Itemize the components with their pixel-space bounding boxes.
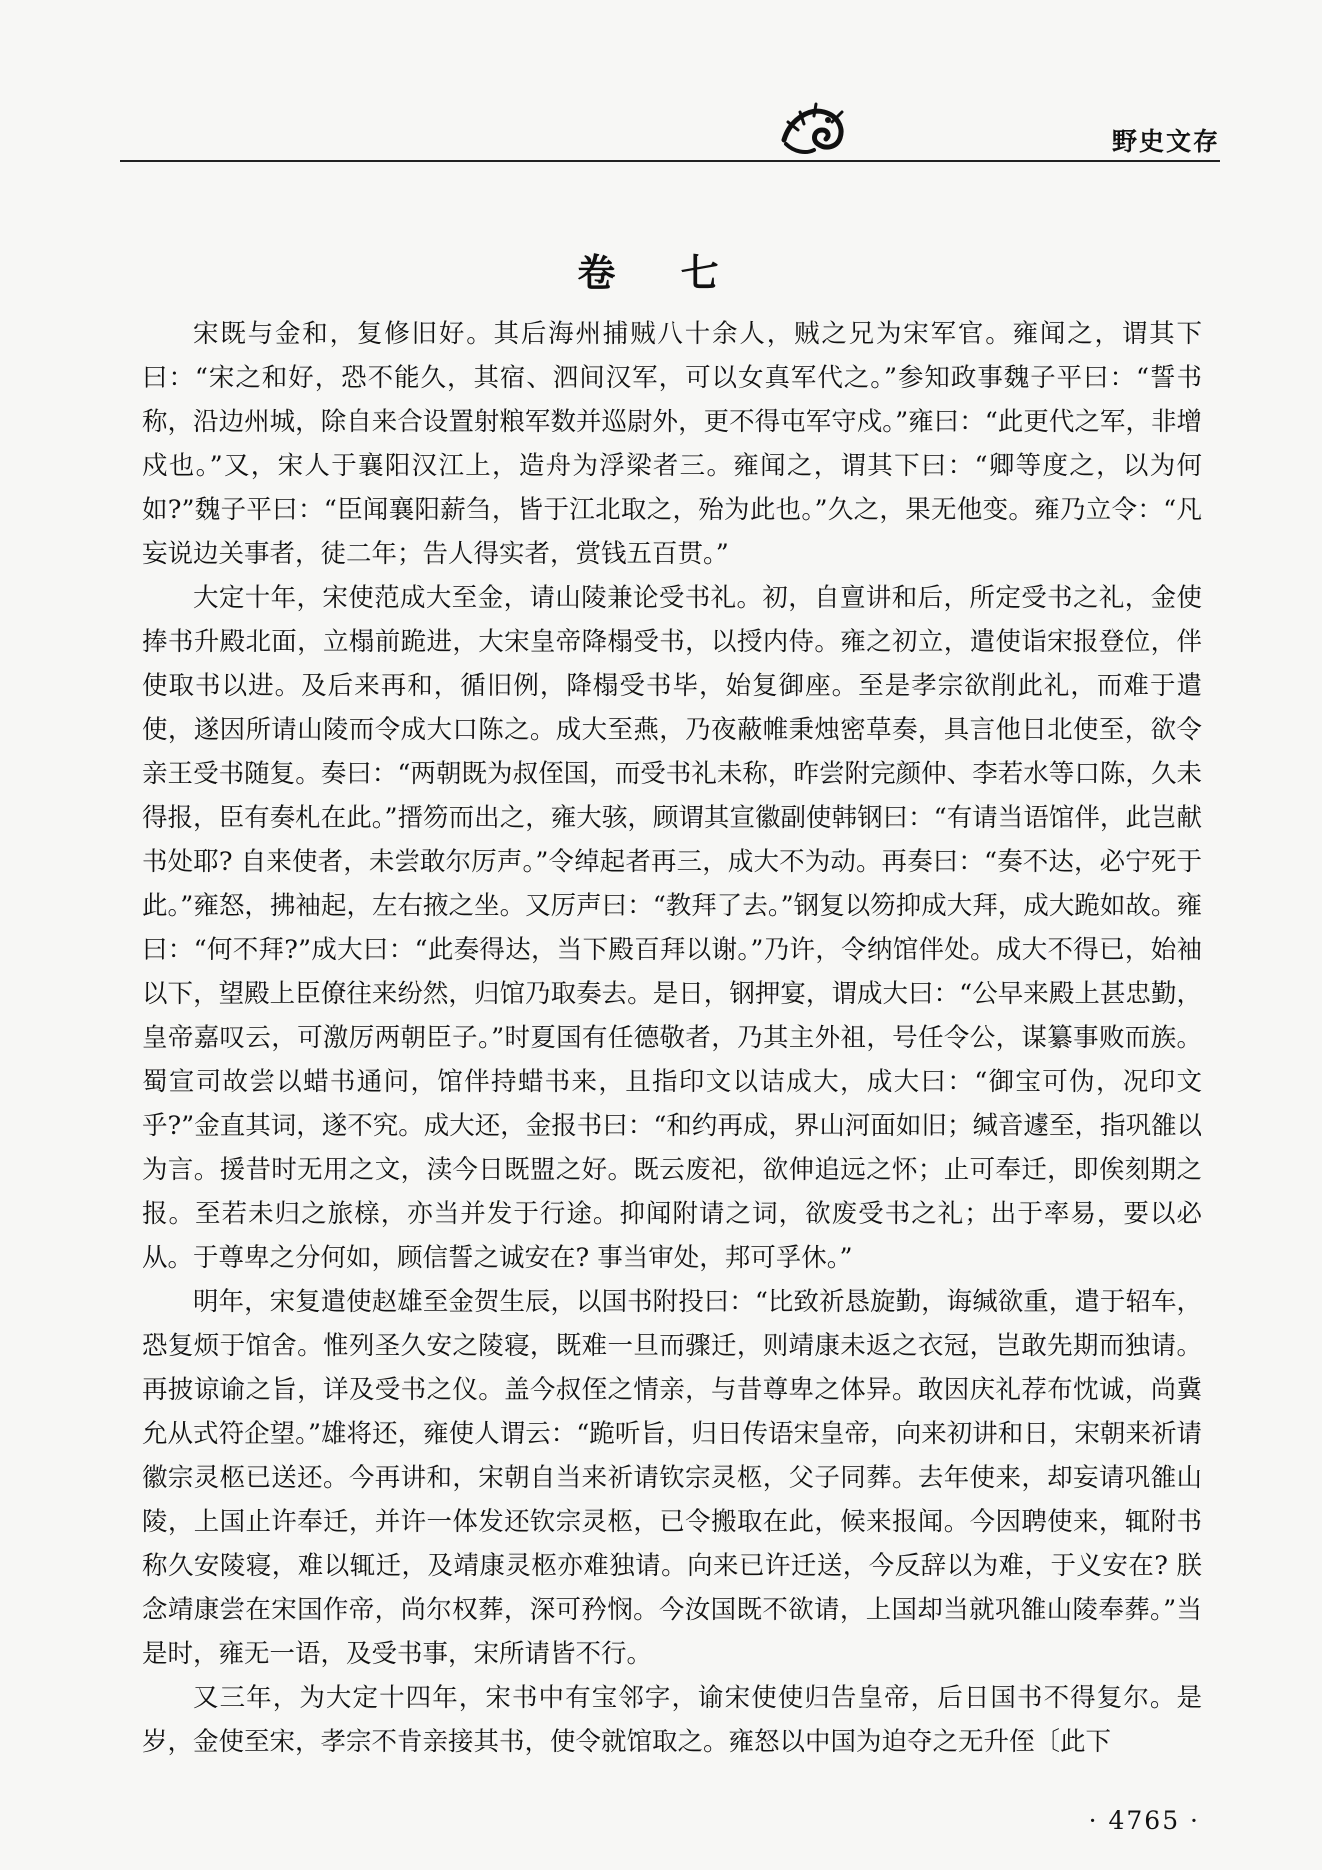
page-number: · 4765 ·	[1088, 1806, 1200, 1835]
paragraph-3: 明年，宋复遣使赵雄至金贺生辰，以国书附投曰：“比致祈恳旋勤，诲缄欲重，遣于轺车，恐复烦于馆舍。惟列圣久安之陵寝，既难一旦而骤迁，则靖康未返之衣冠，岂敢先期而独请。再披谅谕之旨，详及受书之仪。盖今叔侄之情亲，与昔尊卑之体异。敢因庆礼荐布忱诚，尚冀允从式符企望。”雄将还，雍使人谓云：“跪听旨，归日传语宋皇帝，向来初讲和日，宋朝来祈请徽宗灵柩已送还。今再讲和，宋朝自当来祈请钦宗灵柩，父子同葬。去年使来，却妄请巩雒山陵，上国止许奉迁，并许一体发还钦宗灵柩，已令搬取在此，候来报闻。今因聘使来，辄附书称久安陵寝，难以辄迁，及靖康灵柩亦难独请。向来已许迁送，今反辞以为难，于义安在? 朕念靖康尝在宋国作帝，尚尔权葬，深可矜悯。今汝国既不欲请，上国却当就巩雒山陵奉葬。”当是时，雍无一语，及受书事，宋所请皆不行。	[142, 1287, 1202, 1669]
series-title: 野史文存	[1111, 127, 1220, 156]
paragraph-1: 宋既与金和，复修旧好。其后海州捕贼八十余人，贼之兄为宋军官。雍闻之，谓其下曰：“宋之和好，恐不能久，其宿、泗间汉军，可以女真军代之。”参知政事魏子平曰：“誓书称，沿边州城，除自来合设置射粮军数并巡尉外，更不得屯军守戍。”雍曰：“此更代之军，非增戍也。”又，宋人于襄阳汉江上，造舟为浮梁者三。雍闻之，谓其下曰：“卿等度之，以为何如?”魏子平曰：“臣闻襄阳薪刍，皆于江北取之，殆为此也。”久之，果无他变。雍乃立令：“凡妄说边关事者，徒二年；告人得实者，赏钱五百贯。”	[142, 319, 1202, 569]
chapter-title: 卷 七	[577, 251, 745, 295]
running-header	[120, 100, 1220, 160]
paragraph-2: 大定十年，宋使范成大至金，请山陵兼论受书礼。初，自亶讲和后，所定受书之礼，金使捧书升殿北面，立榻前跪进，大宋皇帝降榻受书，以授内侍。雍之初立，遣使诣宋报登位，伴使取书以进。及后来再和，循旧例，降榻受书毕，始复御座。至是孝宗欲削此礼，而难于遣使，遂因所请山陵而令成大口陈之。成大至燕，乃夜蔽帷秉烛密草奏，具言他日北使至，欲令亲王受书随复。奏曰：“两朝既为叔侄国，而受书礼未称，昨尝附完颜仲、李若水等口陈，久未得报，臣有奏札在此。”搢笏而出之，雍大骇，顾谓其宣徽副使韩钢曰：“有请当语馆伴，此岂献书处耶? 自来使者，未尝敢尔厉声。”令绰起者再三，成大不为动。再奏曰：“奏不达，必宁死于此。”雍怒，拂袖起，左右掖之坐。又厉声曰：“教拜了去。”钢复以笏抑成大拜，成大跪如故。雍曰：“何不拜?”成大曰：“此奏得达，当下殿百拜以谢。”乃许，令纳馆伴处。成大不得已，始袖以下，望殿上臣僚往来纷然，归馆乃取奏去。是日，钢押宴，谓成大曰：“公早来殿上甚忠勤，皇帝嘉叹云，可激厉两朝臣子。”时夏国有任德敬者，乃其主外祖，号任令公，谋纂事败而族。蜀宣司故尝以蜡书通问，馆伴持蜡书来，且指印文以诘成大，成大曰：“御宝可伪，况印文乎?”金直其词，遂不究。成大还，金报书曰：“和约再成，界山河面如旧；缄音遽至，指巩雒以为言。援昔时无用之文，渎今日既盟之好。既云废祀，欲伸追远之怀；止可奉迁，即俟刻期之报。至若未归之旅榇，亦当并发于行途。抑闻附请之词，欲废受书之礼；出于率易，要以必从。于尊卑之分何如，顾信誓之诚安在? 事当审处，邦可孚休。”	[142, 583, 1202, 1273]
dragon-emblem-icon	[780, 100, 850, 158]
header-divider	[120, 160, 1220, 162]
body-text	[142, 312, 1202, 1764]
paragraph-4: 又三年，为大定十四年，宋书中有宝邻字，谕宋使使归告皇帝，后日国书不得复尔。是岁，金使至宋，孝宗不肯亲接其书，使令就馆取之。雍怒以中国为迫夺之无升侄〔此下	[142, 1683, 1202, 1757]
